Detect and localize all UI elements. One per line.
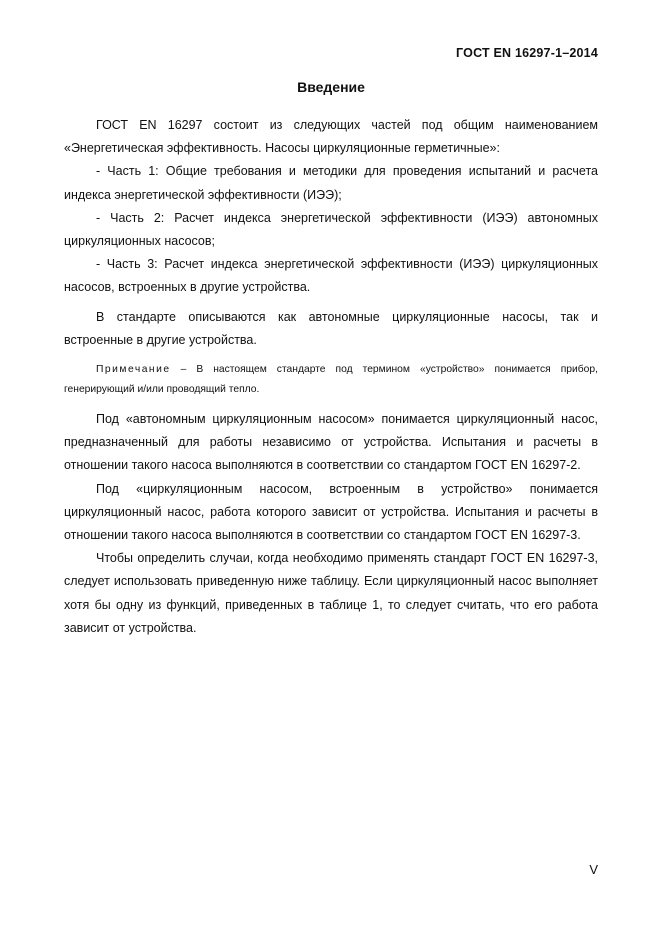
paragraph-integrated-pump: Под «циркуляционным насосом, встроенным в устройство» понимается циркуляционный насос, работа которого зависит от устройства. Испытания и расчеты в отношении такого насоса выполняются в соответствии со стандартом ГОСТ EN 16297-3. (64, 481, 598, 543)
section-title: Введение (297, 79, 365, 95)
document-body (64, 114, 598, 640)
note (64, 360, 598, 400)
paragraph-table-usage: Чтобы определить случаи, когда необходимо применять стандарт ГОСТ EN 16297-3, следует использовать приведенную ниже таблицу. Если циркуляционный насос выполняет хотя бы одну из функций, приведенных в таблице 1, то следует считать, что его работа зависит от устройства. (64, 551, 598, 635)
page-number: V (589, 862, 598, 877)
standard-code: ГОСТ EN 16297-1–2014 (456, 46, 598, 60)
paragraph-part-3: - Часть 3: Расчет индекса энергетической эффективности (ИЭЭ) циркуляционных насосов, встроенных в другие устройства. (64, 257, 598, 295)
paragraph-part-2: - Часть 2: Расчет индекса энергетической эффективности (ИЭЭ) автономных циркуляционных насосов; (64, 210, 598, 249)
paragraph-standalone-pump: Под «автономным циркуляционным насосом» понимается циркуляционный насос, предназначенный для работы независимо от устройства. Испытания и расчеты в отношении такого насоса выполняются в соответствии со стандартом ГОСТ EN 16297-2. (64, 412, 598, 473)
note-label: Примечание (96, 364, 171, 376)
paragraph-part-1: - Часть 1: Общие требования и методики для проведения испытаний и расчета индекса энергетической эффективности (ИЭЭ); (64, 164, 598, 202)
paragraph-intro: ГОСТ EN 16297 состоит из следующих частей под общим наименованием «Энергетическая эффективность. Насосы циркуляционные герметичные»: (64, 118, 598, 156)
note-text: В настоящем стандарте под термином «устройство» понимается прибор, генерирующий и/или проводящий тепло. (64, 364, 598, 396)
paragraph-scope: В стандарте описываются как автономные циркуляционные насосы, так и встроенные в другие устройства. (64, 309, 598, 347)
note-dash: – (170, 364, 197, 376)
